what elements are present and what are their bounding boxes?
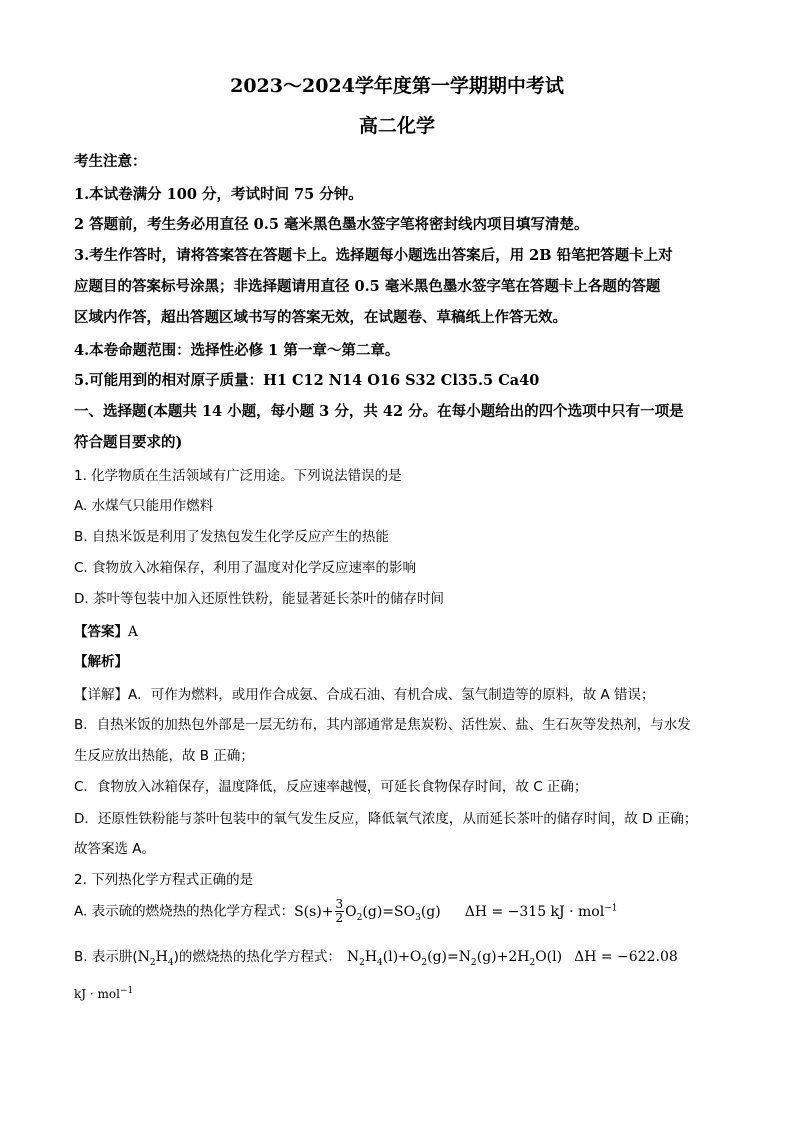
q1-option-d: D. 茶叶等包装中加入还原性铁粉，能显著延长茶叶的储存时间 (74, 591, 444, 607)
section-1-heading-line-1: 一、选择题(本题共 14 小题，每小题 3 分，共 42 分。在每小题给出的四个选项中只有一项是 (74, 403, 684, 420)
notice-item-4: 4.本卷命题范围：选择性必修 1 第一章～第二章。 (74, 342, 400, 359)
enthalpy-b: ΔH = −622.08 (574, 949, 678, 965)
q1-detail-b-line-1: B．自热米饭的加热包外部是一层无纺布，其内部通常是焦炭粉、活性炭、盐、生石灰等发热剂，与水发 (74, 717, 691, 733)
q2-option-b-text-1: B. 表示肼( (74, 949, 138, 965)
q1-option-c: C. 食物放入冰箱保存，利用了温度对化学反应速率的影响 (74, 560, 417, 576)
q1-detail-c: C．食物放入冰箱保存，温度降低，反应速率越慢，可延长食物保存时间，故 C 正确； (74, 779, 588, 795)
notice-item-5: 5.可能用到的相对原子质量：H1 C12 N14 O16 S32 Cl35.5 Ca40 (74, 372, 540, 389)
q1-conclusion: 故答案选 A。 (74, 841, 156, 857)
fraction-three-halves: $\frac{3}{2}$ (335, 897, 344, 925)
q1-detail-b-line-2: 生反应放出热能，故 B 正确； (74, 748, 254, 764)
q1-detail-d: D．还原性铁粉能与茶叶包装中的氧气发生反应，降低氧气浓度，从而延长茶叶的储存时间，故 D 正确； (74, 811, 698, 827)
answer-label: 【答案】 (74, 624, 128, 640)
hydrazine-formula: $N_2H_4$ (137, 949, 174, 968)
notice-item-3-line-3: 区域内作答，超出答题区域书写的答案无效，在试题卷、草稿纸上作答无效。 (74, 309, 567, 326)
q1-detail-a: 【详解】A．可作为燃料，或用作合成氨、合成石油、有机合成、氢气制造等的原料，故 A 错误； (74, 687, 655, 703)
notice-heading: 考生注意： (74, 153, 147, 170)
q2-option-a (74, 898, 617, 925)
q2-option-b-text-2: )的燃烧热的热化学方程式： (173, 949, 341, 965)
answer-value: A (128, 624, 138, 640)
notice-item-2: 2 答题前，考生务必用直径 0.5 毫米黑色墨水签字笔将密封线内项目填写清楚。 (74, 216, 589, 233)
equation-b: $N_2H_4(l)+O_2(g)=N_2(g)+2H_2O(l)$ (346, 949, 563, 968)
q1-option-a: A. 水煤气只能用作燃料 (74, 498, 214, 514)
subject-title: 高二化学 (358, 115, 435, 137)
section-1-heading-line-2: 符合题目要求的) (74, 434, 183, 451)
q2-stem: 2. 下列热化学方程式正确的是 (74, 872, 254, 888)
exam-title: 2023～2024学年度第一学期期中考试 (230, 75, 564, 97)
q1-stem: 1. 化学物质在生活领域有广泛用途。下列说法错误的是 (74, 468, 402, 484)
notice-item-1: 1.本试卷满分 100 分，考试时间 75 分钟。 (74, 186, 363, 203)
q2-option-a-text: A. 表示硫的燃烧热的热化学方程式： (74, 903, 295, 920)
enthalpy-b-unit: kJ · mol$^{-1}$ (74, 986, 134, 1001)
enthalpy-a: ΔH = −315 kJ · mol$^{-1}$ (464, 902, 618, 920)
q1-analysis-label: 【解析】 (74, 654, 128, 670)
q2-option-b (74, 945, 678, 968)
equation-a: S(s)+ $\frac{3}{2}$ $O_2(g)=SO_3(g)$ (294, 897, 441, 925)
notice-item-3-line-1: 3.考生作答时，请将答案答在答题卡上。选择题每小题选出答案后，用 2B 铅笔把答题卡上对 (74, 247, 673, 264)
q1-answer (74, 620, 138, 640)
notice-item-3-line-2: 应题目的答案标号涂黑；非选择题请用直径 0.5 毫米黑色墨水签字笔在答题卡上各题的答题 (74, 278, 661, 295)
q1-option-b: B. 自热米饭是利用了发热包发生化学反应产生的热能 (74, 529, 389, 545)
